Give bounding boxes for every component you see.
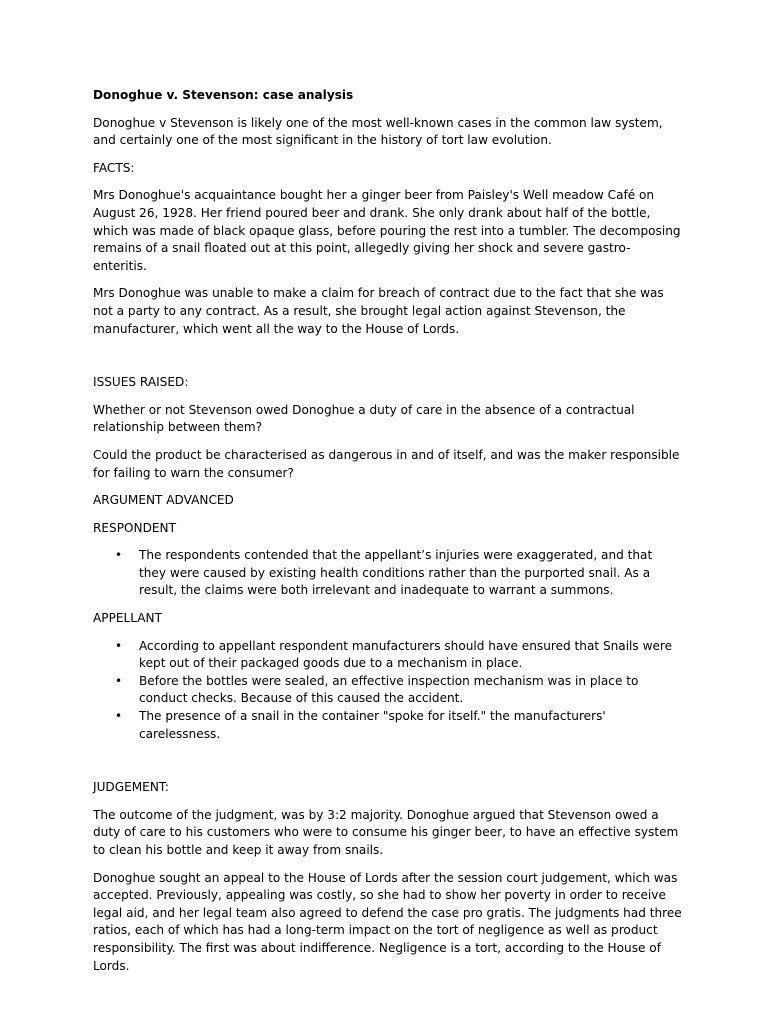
issue-paragraph-1: Whether or not Stevenson owed Donoghue a duty of care in the absence of a contractual relationship between them? [93, 402, 635, 435]
facts-heading: FACTS: [93, 160, 135, 175]
document-page [93, 87, 683, 985]
bullet-icon: • [115, 673, 123, 688]
appellant-list [93, 638, 683, 744]
respondent-list [93, 547, 683, 600]
bullet-icon: • [115, 638, 123, 653]
list-item-text: The respondents contended that the appellant’s injuries were exaggerated, and that they were caused by existing health conditions rather than the purported snail. As a result, the claims were both irrelevant and inadequate to warrant a summons. [139, 548, 653, 598]
list-item [93, 547, 683, 600]
issue-paragraph-2: Could the product be characterised as dangerous in and of itself, and was the maker responsible for failing to warn the consumer? [93, 447, 680, 480]
document-title: Donoghue v. Stevenson: case analysis [93, 88, 354, 102]
appellant-heading: APPELLANT [93, 611, 162, 626]
argument-heading: ARGUMENT ADVANCED [93, 493, 234, 508]
bullet-icon: • [115, 709, 123, 724]
judgement-paragraph-2: Donoghue sought an appeal to the House of Lords after the session court judgement, which was accepted. Previously, appealing was costly, so she had to show her poverty in order to receive legal aid, and her legal team also agreed to defend the case pro gratis. The judgments had three ratios, each of which has had a long-term impact on the tort of negligence as well as product responsibility. The first was about indifference. Negligence is a tort, according to the House of Lords. [93, 870, 682, 973]
judgement-heading: JUDGEMENT: [93, 780, 169, 795]
facts-paragraph-2: Mrs Donoghue was unable to make a claim for breach of contract due to the fact that she was not a party to any contract. As a result, she brought legal action against Stevenson, the manufacturer, which went all the way to the House of Lords. [93, 286, 664, 336]
respondent-heading: RESPONDENT [93, 520, 176, 535]
list-item-text: Before the bottles were sealed, an effective inspection mechanism was in place to conduct checks. Because of this caused the accident. [139, 673, 639, 706]
list-item [93, 708, 683, 743]
list-item [93, 638, 683, 673]
issues-heading: ISSUES RAISED: [93, 375, 189, 390]
blank-line [93, 753, 683, 779]
list-item-text: The presence of a snail in the container "spoke for itself." the manufacturers' carelessness. [139, 709, 606, 741]
blank-line [93, 348, 683, 374]
list-item-text: According to appellant respondent manufacturers should have ensured that Snails were kept out of their packaged goods due to a mechanism in place. [139, 638, 673, 671]
intro-paragraph: Donoghue v Stevenson is likely one of the most well-known cases in the common law system, and certainly one of the most significant in the history of tort law evolution. [93, 115, 663, 148]
list-item [93, 673, 683, 708]
bullet-icon: • [115, 548, 123, 563]
judgement-paragraph-1: The outcome of the judgment, was by 3:2 majority. Donoghue argued that Stevenson owed a duty of care to his customers who were to consume his ginger beer, to have an effective system to clean his bottle and keep it away from snails. [93, 807, 679, 857]
facts-paragraph-1: Mrs Donoghue's acquaintance bought her a ginger beer from Paisley's Well meadow Café on August 26, 1928. Her friend poured beer and drank. She only drank about half of the bottle, which was made of black opaque glass, before pouring the rest into a tumbler. The decomposing remains of a snail floated out at this point, allegedly giving her shock and severe gastro-enteritis. [93, 188, 681, 273]
